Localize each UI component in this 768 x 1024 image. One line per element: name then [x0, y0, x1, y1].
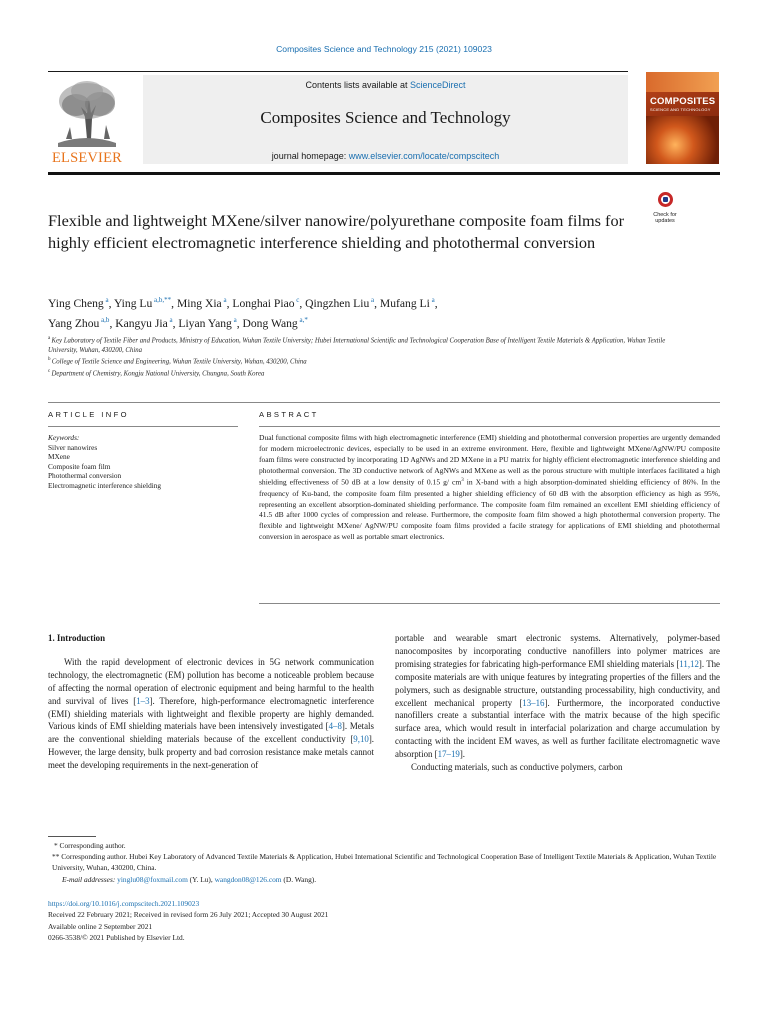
section-divider — [48, 402, 720, 403]
issn-copyright: 0266-3538/© 2021 Published by Elsevier Ltd. — [48, 932, 185, 942]
author-name[interactable]: Kangyu Jia — [115, 316, 168, 330]
email-label: E-mail addresses: — [62, 874, 116, 884]
journal-title: Composites Science and Technology — [260, 108, 511, 127]
text-run: ]. The composite materials are with unique features by integrating properties of the fillers and the polymers, such as designable structure, outstanding processability, high conductivity, and excellent mechanical property [ — [395, 658, 720, 708]
keyword-item: Composite foam film — [48, 461, 111, 471]
citation-link[interactable]: 1–3 — [136, 695, 150, 706]
author-separator: , — [109, 316, 116, 330]
cover-top-band — [646, 72, 719, 92]
abstract-part-1: Dual functional composite films with high electromagnetic interference (EMI) shielding and photothermal conversion properties are urgently demanded for modern microelectronic devices, especially to be used in an extreme environment. Here, flexible and lightweight MXene/AgNW/PU composite foam films were constructed by incorporating 1D AgNWs and 2D MXene in a PU matrix for highly efficient electromagnetic interference shielding and photothermal conversion. The 3D conductive network of AgNWs and MXene as well as the porous structure with multiple interfaces facilitated a high shielding effectiveness of 50 dB at a low density of 0.15 g/ cm — [259, 433, 720, 487]
text-run: With the rapid development of electronic devices in 5G network communication technology, the electromagnetic (EM) pollution has become a noticeable problem because of affecting the normal operation of electronic equipment and being harmful to the health and survival of lives [ — [48, 656, 374, 706]
author-affiliation-marker[interactable]: a,* — [297, 315, 308, 324]
text-run: ]. Furthermore, the incorporated conductive nanofillers create a substantial interface with the matrix because of the high specific surface area, which would result in interfacial polarization and charge accumulation by contacting with the incident EM waves, as well as further facilitate electromagnetic wave absorption [ — [395, 697, 720, 760]
author-affiliation-marker[interactable]: a — [369, 296, 375, 304]
text-run: ]. Therefore, high-performance electromagnetic interference (EMI) shielding materials with lightweight and flexible property are highly demanded. Various kinds of EMI shielding materials have been intensively investigated [ — [48, 695, 374, 732]
author-separator: , — [172, 316, 179, 330]
author-affiliation-marker[interactable]: a — [221, 296, 227, 304]
footnote-corresponding: * Corresponding author. — [54, 841, 126, 850]
elsevier-wordmark[interactable]: ELSEVIER — [51, 150, 123, 166]
contents-line — [143, 80, 628, 90]
check-line-1: Check for — [653, 212, 677, 218]
author-separator: , — [171, 296, 177, 310]
article-info-rule — [48, 426, 238, 427]
keywords-block — [48, 433, 248, 490]
check-for-updates-badge[interactable] — [649, 192, 681, 230]
author-affiliation-marker[interactable]: a,b — [99, 315, 110, 324]
footnote-rule — [48, 836, 96, 837]
citation-link[interactable]: 4–8 — [328, 721, 342, 732]
header-bottom-rule — [48, 172, 720, 175]
author-affiliation-marker[interactable]: a — [231, 315, 237, 324]
paragraph — [48, 656, 374, 772]
article-title: Flexible and lightweight MXene/silver nanowire/polyurethane composite foam films for highly efficient electromagnetic interference shielding and photothermal conversion — [48, 211, 625, 252]
footnote-corresponding-2: ** Corresponding author. Hubei Key Laboratory of Advanced Textile Materials & Application, Hubei International Scientific and Technological Cooperation Base of Intelligent Textile Materials & Application, Wuhan Textile University, Wuhan, 430200, China. — [52, 852, 717, 873]
section-heading-introduction: 1. Introduction — [48, 633, 106, 643]
author-list — [48, 292, 648, 332]
author-separator: , — [108, 296, 114, 310]
received-dates: Received 22 February 2021; Received in revised form 26 July 2021; Accepted 30 August 2021 — [48, 910, 329, 920]
abstract-heading: ABSTRACT — [259, 410, 319, 419]
author-name[interactable]: Ming Xia — [176, 296, 222, 310]
available-online: Available online 2 September 2021 — [48, 921, 153, 931]
body-column-left — [48, 632, 374, 772]
text-run: ]. However, the large density, bulk property and bad corrosion resistance make metals cannot meet the developing requirements in the next-generation of — [48, 734, 374, 771]
journal-homepage-link[interactable]: www.elsevier.com/locate/compscitech — [348, 151, 500, 161]
text-run: portable and wearable smart electronic systems. Alternatively, polymer-based nanocomposites by incorporating conductive nanofillers into polymer matrices are promising strategies for fabricating high-performance EMI shielding materials [ — [395, 633, 720, 669]
author-affiliation-marker[interactable]: a — [167, 315, 173, 324]
affiliation-text: College of Textile Science and Engineering, Wuhan Textile University, Wuhan, 430200, China — [51, 358, 307, 366]
affiliation-text: Department of Chemistry, Kongju National University, Chungna, South Korea — [51, 370, 265, 378]
author-name[interactable]: Ying Lu — [113, 296, 153, 310]
author-name[interactable]: Dong Wang — [242, 316, 298, 330]
email-owner: (D. Wang). — [281, 874, 317, 884]
email-owner: (Y. Lu), — [187, 874, 215, 884]
publication-info — [48, 898, 720, 943]
body-column-right — [395, 632, 720, 774]
email-line — [48, 874, 720, 885]
affiliation-text: Key Laboratory of Textile Fiber and Products, Ministry of Education, Wuhan Textile University; Hubei International Scientific and Technological Cooperation Base of Intelligent Textile Materials & Application, Wuhan Textile University, Wuhan, 430200, China — [48, 337, 666, 354]
affiliation-marker: b — [48, 357, 52, 363]
homepage-prefix: journal homepage: — [271, 151, 349, 161]
check-for-updates-label — [649, 212, 681, 224]
paragraph — [395, 632, 720, 761]
author-name[interactable]: Longhai Piao — [232, 296, 295, 310]
author-separator: , — [236, 316, 243, 330]
author-separator: , — [299, 296, 306, 310]
author-name[interactable]: Ying Cheng — [48, 296, 104, 310]
author-affiliation-marker[interactable]: a,b,** — [152, 296, 172, 304]
abstract-text — [259, 433, 720, 543]
footnotes — [48, 840, 720, 885]
keyword-item: Electromagnetic interference shielding — [48, 480, 162, 490]
sciencedirect-link[interactable]: ScienceDirect — [410, 80, 466, 90]
affiliation-item — [48, 334, 688, 355]
citation-link[interactable]: 13–16 — [522, 697, 545, 708]
author-name[interactable]: Liyan Yang — [178, 316, 232, 330]
affiliation-item — [48, 355, 688, 367]
affiliations — [48, 334, 688, 379]
abstract-bottom-rule — [259, 603, 720, 604]
header-top-rule — [48, 71, 628, 72]
affiliation-marker: a — [48, 336, 52, 341]
cover-title: COMPOSITES — [650, 96, 716, 107]
journal-citation[interactable]: Composites Science and Technology 215 (2021) 109023 — [276, 44, 492, 54]
citation-link[interactable]: 11,12 — [679, 658, 699, 669]
cover-image — [646, 116, 719, 164]
cover-subtitle: SCIENCE AND TECHNOLOGY — [650, 107, 711, 112]
check-line-2: updates — [655, 218, 675, 224]
author-name[interactable]: Mufang Li — [379, 296, 430, 310]
keywords-label: Keywords: — [48, 433, 80, 442]
journal-cover-thumbnail[interactable] — [646, 72, 719, 164]
article-info-heading: ARTICLE INFO — [48, 410, 129, 419]
keyword-item: Photothermal conversion — [48, 471, 122, 480]
affiliation-marker: c — [48, 369, 52, 375]
citation-link[interactable]: 17–19 — [437, 749, 460, 760]
email-link[interactable]: yinglu08@foxmail.com — [117, 874, 188, 884]
author-separator: , — [374, 296, 380, 310]
author-affiliation-marker[interactable]: c — [294, 296, 300, 304]
keyword-item: MXene — [48, 452, 70, 461]
doi-link[interactable]: https://doi.org/10.1016/j.compscitech.2021.109023 — [48, 899, 200, 908]
citation-link[interactable]: 9,10 — [353, 734, 369, 745]
author-affiliation-marker[interactable]: a — [429, 296, 435, 304]
text-run: ]. Metals are the conventional shielding materials because of the excellent conductivity [ — [48, 721, 374, 745]
journal-homepage-line — [143, 151, 628, 161]
abstract-part-2: in X-band with a high absorption-dominated shielding efficiency of 86%. In the frequency of Ku-band, the composite foam film presented a higher shielding efficiency of 60 dB with the absorption efficiency as high as 95%, representing an excellent absorption-dominated shielding performance. The composite foam film remained an excellent EMI shielding efficiency of 41.5 dB after 1000 cycles of compression and release. Furthermore, the composite foam film showed a high photothermal conversion property. The flexible and lightweight MXene/ AgNW/PU composite foam films provided a facile strategy for applications of EMI shielding and photothermal conversion in aerospace as well as portable smart electronics. — [259, 477, 720, 542]
crossmark-icon — [658, 192, 673, 207]
author-affiliation-marker[interactable]: a — [103, 296, 109, 304]
author-line-1 — [48, 292, 648, 312]
text-run: ]. — [459, 749, 466, 760]
abstract-rule — [259, 426, 720, 427]
author-name[interactable]: Qingzhen Liu — [305, 296, 370, 310]
author-separator: , — [226, 296, 233, 310]
author-line-2 — [48, 312, 648, 332]
contents-prefix: Contents lists available at — [305, 80, 411, 90]
abstract-superscript: 3 — [461, 478, 464, 484]
affiliation-item — [48, 367, 688, 379]
author-separator: , — [434, 296, 438, 310]
paragraph: Conducting materials, such as conductive polymers, carbon — [411, 762, 623, 773]
author-name[interactable]: Yang Zhou — [48, 316, 100, 330]
keyword-item: Silver nanowires — [48, 442, 98, 452]
email-link[interactable]: wangdon08@126.com — [214, 874, 282, 884]
